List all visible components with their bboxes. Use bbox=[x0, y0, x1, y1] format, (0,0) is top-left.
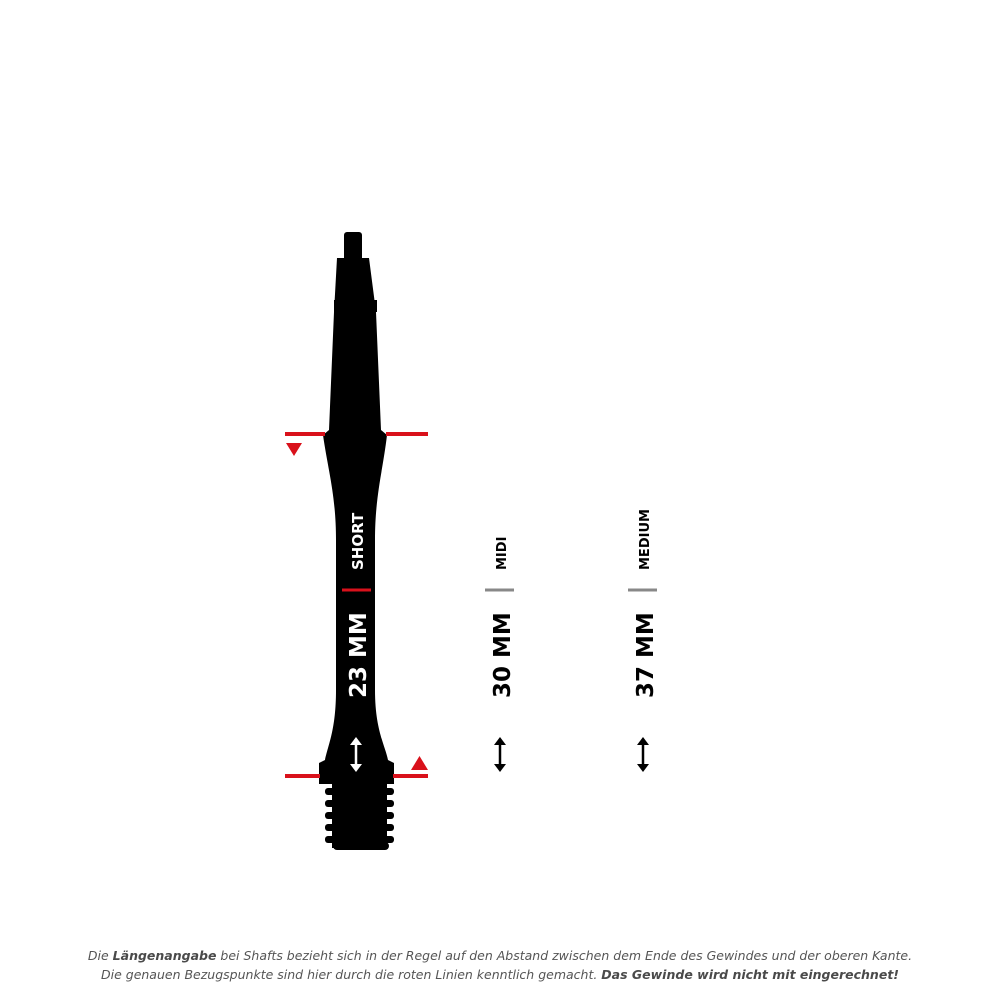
footnote bbox=[0, 946, 1000, 984]
variant-length-label: 37 MM bbox=[633, 612, 659, 698]
up-down-arrow-icon bbox=[637, 737, 649, 772]
triangle-down-icon bbox=[286, 443, 302, 456]
variant-length-label: 30 MM bbox=[490, 612, 516, 698]
variant-medium bbox=[628, 509, 659, 772]
shaft-collar bbox=[334, 300, 377, 312]
shaft-tip-pin bbox=[344, 232, 362, 262]
variant-midi bbox=[485, 537, 516, 772]
footnote-emphasis: Längenangabe bbox=[112, 948, 217, 963]
footnote-text: Die bbox=[87, 948, 113, 963]
footnote-line-2 bbox=[0, 965, 1000, 984]
variant-name-label: MIDI bbox=[495, 536, 510, 570]
footnote-text: Die genauen Bezugspunkte sind hier durch die roten Linien kenntlich gemacht. bbox=[101, 967, 602, 982]
shaft-name-label: SHORT bbox=[349, 512, 367, 570]
shaft-thread bbox=[325, 784, 394, 850]
shaft-length-label: 23 MM bbox=[346, 612, 372, 698]
footnote-emphasis: Das Gewinde wird nicht mit eingerechnet! bbox=[601, 967, 899, 982]
up-down-arrow-icon bbox=[494, 737, 506, 772]
footnote-line-1 bbox=[0, 946, 1000, 965]
triangle-up-icon bbox=[411, 756, 428, 770]
footnote-text: bei Shafts bezieht sich in der Regel auf den Abstand zwischen dem Ende des Gewindes und der oberen Kante. bbox=[216, 948, 913, 963]
variant-name-label: MEDIUM bbox=[638, 509, 653, 570]
